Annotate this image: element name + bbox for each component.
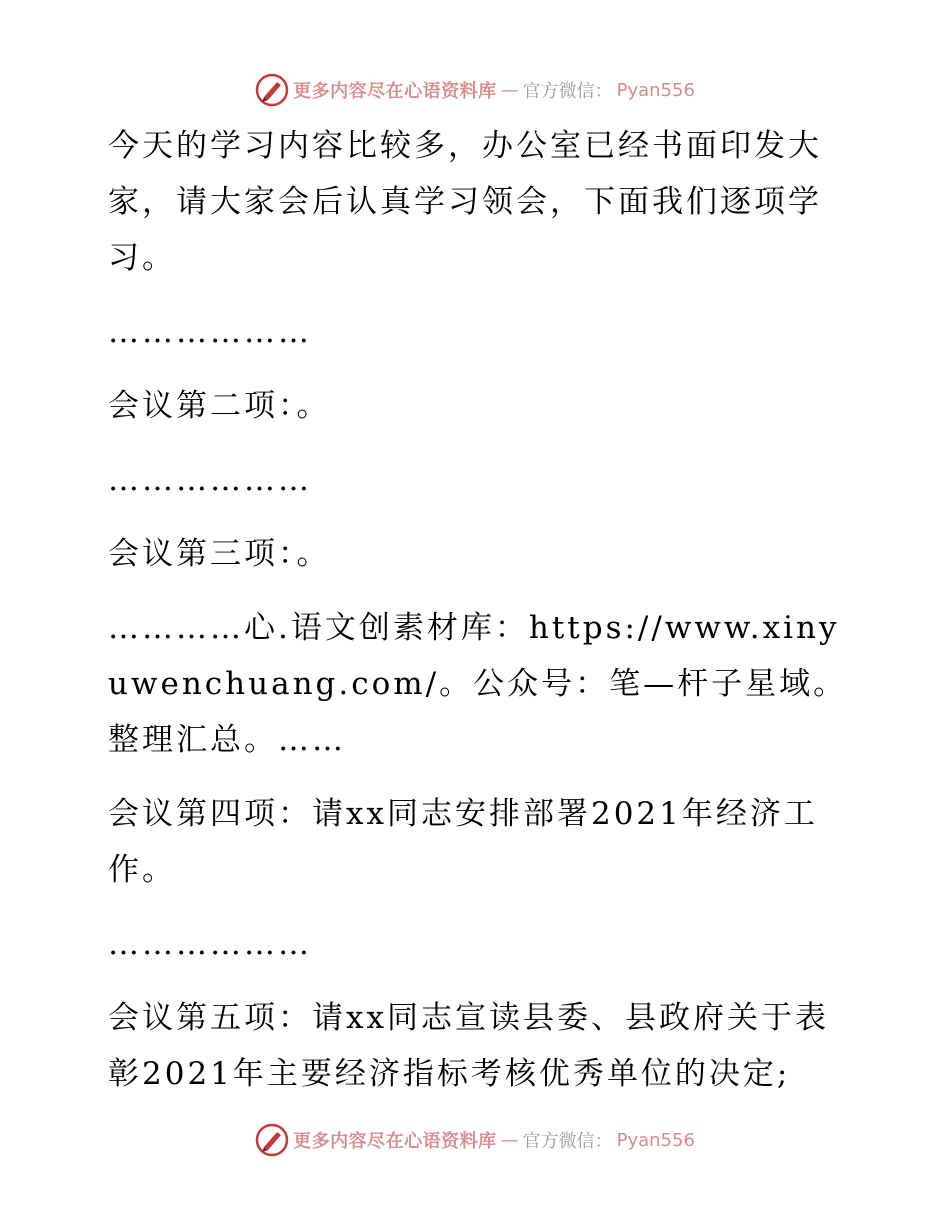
- document-body: [98, 118, 858, 1102]
- watermark-id: Pyan556: [616, 1129, 695, 1151]
- ellipsis-line: ………………: [108, 462, 312, 498]
- source-note: …………心.语文创素材库：https://www.xinyuwenchuang.com/。公众号：笔—杆子星域。整理汇总。……: [108, 610, 848, 758]
- agenda-item-2: 会议第二项：。: [108, 388, 331, 424]
- pen-logo-icon: [255, 73, 289, 107]
- ellipsis-line: ………………: [108, 926, 312, 962]
- watermark-text: 更多内容尽在心语资料库: [293, 1131, 497, 1152]
- agenda-item-5: 会议第五项：请xx同志宣读县委、县政府关于表彰2021年主要经济指标考核优秀单位的决定;: [108, 1000, 829, 1092]
- ellipsis-line: ………………: [108, 314, 312, 350]
- watermark-official: 官方微信：: [522, 81, 613, 102]
- pen-logo-icon: [255, 1123, 289, 1157]
- agenda-item-3: 会议第三项：。: [108, 536, 331, 572]
- watermark-id: Pyan556: [616, 79, 695, 101]
- paragraph-study: 今天的学习内容比较多，办公室已经书面印发大家，请大家会后认真学习领会，下面我们逐项学习。: [108, 128, 822, 276]
- watermark-dash: —: [500, 1129, 519, 1151]
- watermark-official: 官方微信：: [522, 1131, 613, 1152]
- watermark-text: 更多内容尽在心语资料库: [293, 81, 497, 102]
- agenda-item-4: 会议第四项：请xx同志安排部署2021年经济工作。: [108, 796, 818, 888]
- watermark-dash: —: [500, 79, 519, 101]
- header-watermark: [0, 70, 950, 110]
- footer-watermark: [0, 1120, 950, 1160]
